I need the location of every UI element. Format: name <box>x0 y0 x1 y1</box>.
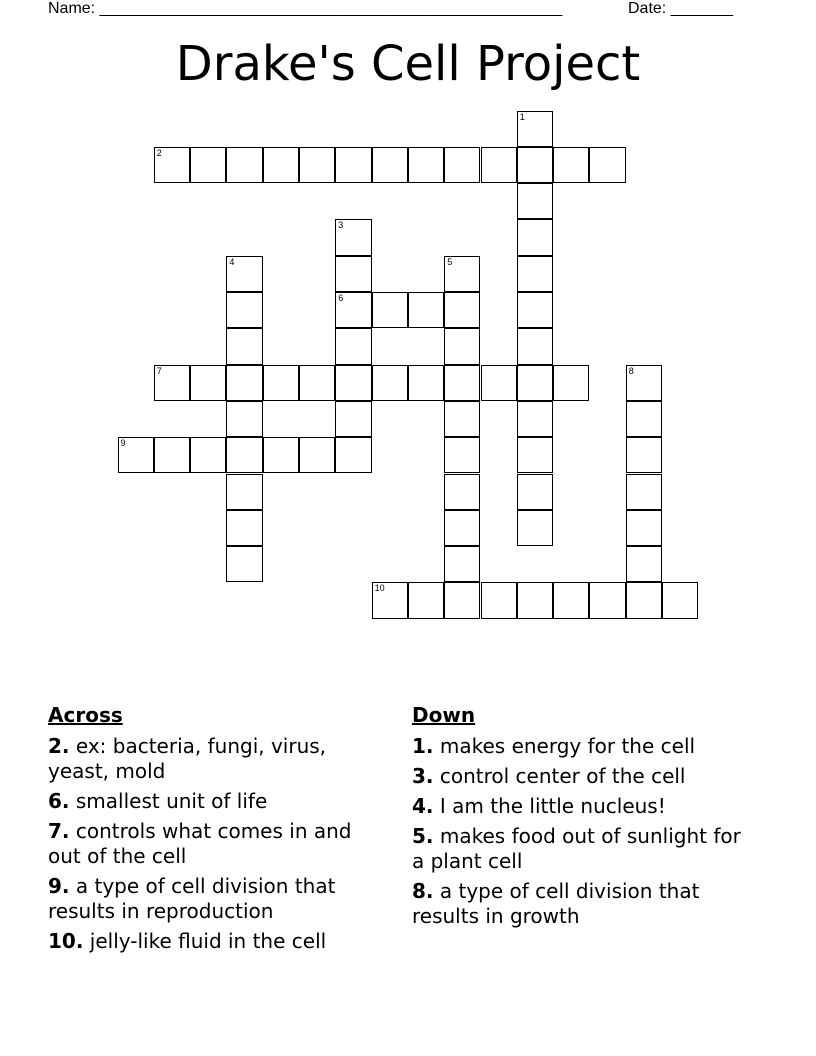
crossword-cell[interactable] <box>517 365 553 401</box>
across-clue <box>48 789 388 814</box>
crossword-cell[interactable] <box>517 474 553 510</box>
clue-number-label: 10. <box>48 929 84 953</box>
crossword-cell[interactable] <box>444 328 480 364</box>
down-clue <box>412 879 752 929</box>
clue-number-label: 9. <box>48 874 70 898</box>
date-field-label: Date: _______ <box>628 0 733 17</box>
across-heading: Across <box>48 703 123 727</box>
clue-number: 3 <box>338 220 344 231</box>
clue-text: control center of the cell <box>433 764 686 788</box>
crossword-cell[interactable] <box>226 510 262 546</box>
crossword-cell[interactable] <box>263 147 299 183</box>
clue-number: 2 <box>156 147 162 158</box>
crossword-cell[interactable] <box>481 147 517 183</box>
crossword-cell[interactable] <box>335 401 371 437</box>
crossword-cell[interactable] <box>517 401 553 437</box>
crossword-cell[interactable] <box>154 437 190 473</box>
across-clue <box>48 819 388 869</box>
crossword-cell[interactable] <box>517 183 553 219</box>
crossword-cell[interactable] <box>408 292 444 328</box>
clue-text: controls what comes in and out of the cell <box>48 819 352 868</box>
crossword-cell[interactable] <box>408 582 444 618</box>
crossword-cell[interactable] <box>226 256 262 292</box>
page-title: Drake's Cell Project <box>175 36 641 92</box>
clue-text: smallest unit of life <box>69 789 268 813</box>
clue-number-label: 2. <box>48 734 70 758</box>
name-field-label: Name: ____________________________________________________ <box>48 0 563 17</box>
clue-number-label: 5. <box>412 824 434 848</box>
crossword-cell[interactable] <box>335 219 371 255</box>
clue-number-label: 3. <box>412 764 434 788</box>
clue-text: ex: bacteria, fungi, virus, yeast, mold <box>48 734 327 783</box>
crossword-cell[interactable] <box>444 292 480 328</box>
across-clue <box>48 734 388 784</box>
crossword-cell[interactable] <box>626 437 662 473</box>
down-clues <box>412 700 752 934</box>
crossword-cell[interactable] <box>444 437 480 473</box>
clue-number: 6 <box>338 293 344 303</box>
crossword-cell[interactable] <box>444 401 480 437</box>
clue-number-label: 4. <box>412 794 434 818</box>
crossword-cell[interactable] <box>444 365 480 401</box>
crossword-cell[interactable] <box>444 546 480 582</box>
clue-number: 1 <box>519 111 525 122</box>
clue-number: 10 <box>374 583 385 594</box>
crossword-cell[interactable] <box>335 437 371 473</box>
crossword-cell[interactable] <box>226 437 262 473</box>
crossword-cell[interactable] <box>444 582 480 618</box>
down-clue <box>412 794 752 819</box>
crossword-cell[interactable] <box>335 365 371 401</box>
crossword-cell[interactable] <box>118 437 154 473</box>
crossword-cell[interactable] <box>662 582 698 618</box>
crossword-cell[interactable] <box>517 328 553 364</box>
crossword-cell[interactable] <box>517 256 553 292</box>
crossword-cell[interactable] <box>553 147 589 183</box>
crossword-cell[interactable] <box>517 582 553 618</box>
crossword-cell[interactable] <box>517 510 553 546</box>
clue-number-label: 8. <box>412 879 434 903</box>
across-clues <box>48 700 388 959</box>
crossword-cell[interactable] <box>190 147 226 183</box>
down-clue <box>412 824 752 874</box>
clue-number: 8 <box>628 365 634 376</box>
crossword-cell[interactable] <box>335 256 371 292</box>
crossword-cell[interactable] <box>553 582 589 618</box>
crossword-cell[interactable] <box>263 365 299 401</box>
crossword-cell[interactable] <box>517 437 553 473</box>
crossword-cell[interactable] <box>154 365 190 401</box>
crossword-cell[interactable] <box>626 474 662 510</box>
clue-number: 5 <box>447 256 453 267</box>
crossword-cell[interactable] <box>444 256 480 292</box>
crossword-cell[interactable] <box>589 147 625 183</box>
crossword-cell[interactable] <box>226 546 262 582</box>
crossword-cell[interactable] <box>481 582 517 618</box>
crossword-cell[interactable] <box>372 147 408 183</box>
crossword-cell[interactable] <box>626 365 662 401</box>
crossword-cell[interactable] <box>299 365 335 401</box>
crossword-cell[interactable] <box>408 147 444 183</box>
crossword-cell[interactable] <box>626 582 662 618</box>
clue-number: 9 <box>120 438 126 449</box>
clue-text: jelly-like fluid in the cell <box>83 929 327 953</box>
crossword-cell[interactable] <box>444 147 480 183</box>
crossword-cell[interactable] <box>517 111 553 147</box>
clue-text: a type of cell division that results in reproduction <box>48 874 336 923</box>
crossword-cell[interactable] <box>372 292 408 328</box>
crossword-cell[interactable] <box>335 328 371 364</box>
crossword-cell[interactable] <box>444 474 480 510</box>
clue-number-label: 1. <box>412 734 434 758</box>
crossword-cell[interactable] <box>226 401 262 437</box>
crossword-cell[interactable] <box>226 365 262 401</box>
crossword-cell[interactable] <box>517 147 553 183</box>
crossword-cell[interactable] <box>226 292 262 328</box>
down-clue <box>412 764 752 789</box>
across-clue <box>48 874 388 924</box>
clue-number-label: 6. <box>48 789 70 813</box>
crossword-cell[interactable] <box>589 582 625 618</box>
crossword-cell[interactable] <box>553 365 589 401</box>
across-clue-list <box>48 734 388 954</box>
crossword-cell[interactable] <box>190 437 226 473</box>
crossword-cell[interactable] <box>226 474 262 510</box>
clue-text: makes food out of sunlight for a plant cell <box>412 824 741 873</box>
crossword-cell[interactable] <box>408 365 444 401</box>
down-heading: Down <box>412 703 476 727</box>
clue-text: makes energy for the cell <box>433 734 696 758</box>
crossword-cell[interactable] <box>299 147 335 183</box>
clue-text: a type of cell division that results in growth <box>412 879 700 928</box>
down-clue <box>412 734 752 759</box>
crossword-cell[interactable] <box>299 437 335 473</box>
clue-number-label: 7. <box>48 819 70 843</box>
crossword-cell[interactable] <box>517 219 553 255</box>
crossword-cell[interactable] <box>517 292 553 328</box>
crossword-cell[interactable] <box>626 546 662 582</box>
crossword-cell[interactable] <box>372 582 408 618</box>
crossword-cell[interactable] <box>626 401 662 437</box>
crossword-cell[interactable] <box>626 510 662 546</box>
across-clue <box>48 929 388 954</box>
crossword-cell[interactable] <box>190 365 226 401</box>
crossword-cell[interactable] <box>226 328 262 364</box>
down-clue-list <box>412 734 752 929</box>
clue-text: I am the little nucleus! <box>433 794 666 818</box>
clue-number: 7 <box>156 365 162 376</box>
crossword-cell[interactable] <box>335 292 371 328</box>
clue-number: 4 <box>229 256 235 267</box>
crossword-cell[interactable] <box>226 147 262 183</box>
crossword-cell[interactable] <box>263 437 299 473</box>
crossword-cell[interactable] <box>481 365 517 401</box>
crossword-cell[interactable] <box>372 365 408 401</box>
crossword-cell[interactable] <box>335 147 371 183</box>
crossword-cell[interactable] <box>154 147 190 183</box>
crossword-cell[interactable] <box>444 510 480 546</box>
